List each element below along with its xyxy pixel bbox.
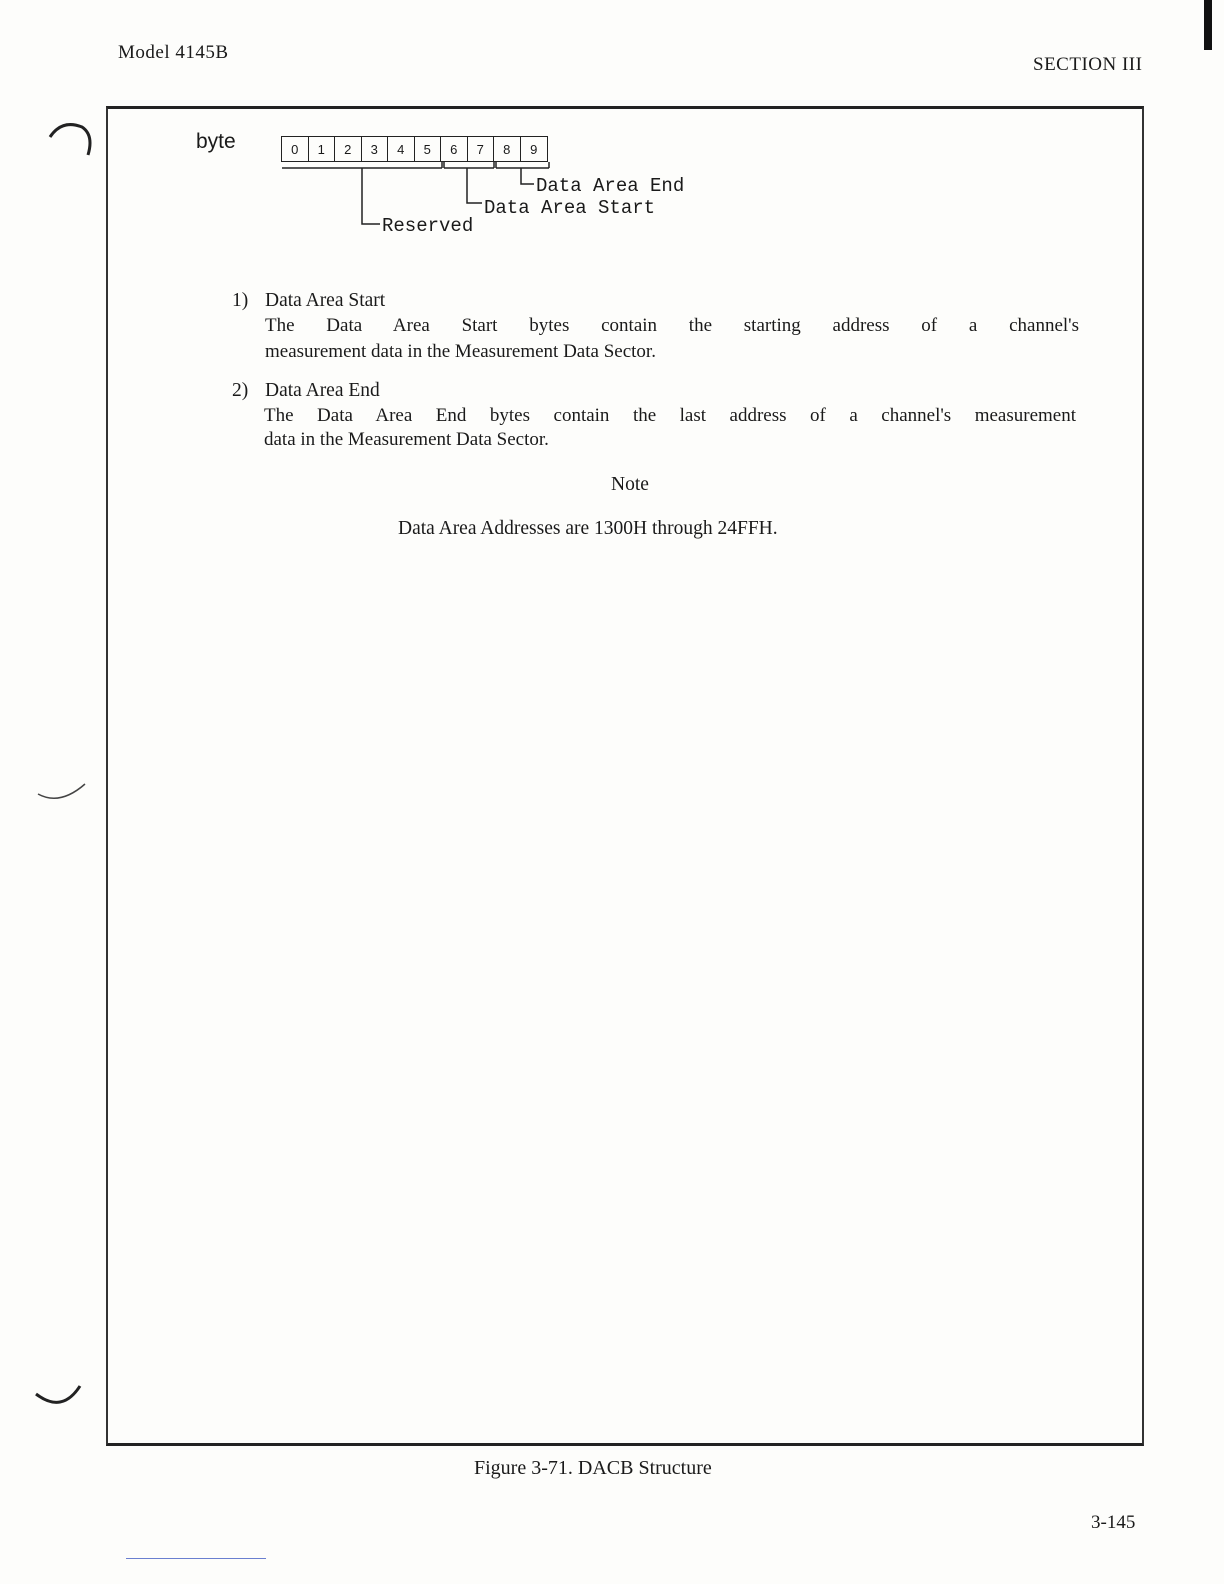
byte-cell: 7 (468, 137, 495, 161)
item-description-line: The Data Area End bytes contain the last address of a channel's measurement (264, 405, 1076, 426)
byte-cell: 1 (309, 137, 336, 161)
item-number: 1) (232, 290, 249, 311)
item-title: Data Area End (265, 380, 380, 401)
callout-data-area-end: Data Area End (536, 175, 685, 197)
note-text: Data Area Addresses are 1300H through 24FFH. (398, 518, 778, 539)
byte-cell: 2 (335, 137, 362, 161)
figure-caption: Figure 3-71. DACB Structure (474, 1457, 712, 1479)
callout-data-area-start: Data Area Start (484, 197, 656, 219)
header-section: SECTION III (1033, 54, 1143, 75)
callout-reserved: Reserved (382, 215, 474, 237)
page-number: 3-145 (1091, 1512, 1136, 1533)
byte-cell: 9 (530, 141, 538, 157)
byte-cell: 3 (362, 137, 389, 161)
figure-frame (106, 106, 1144, 1446)
item-description-line: measurement data in the Measurement Data Sector. (265, 341, 656, 362)
item-description-line: data in the Measurement Data Sector. (264, 429, 549, 450)
byte-label: byte (196, 130, 236, 153)
item-number: 2) (232, 380, 249, 401)
byte-cell: 6 (441, 137, 468, 161)
binder-hole-mark (28, 1380, 88, 1420)
byte-cell: 4 (388, 137, 415, 161)
header-model: Model 4145B (118, 42, 229, 63)
item-description-line: The Data Area Start bytes contain the starting address of a channel's (265, 315, 1079, 336)
scan-underline-mark (126, 1558, 266, 1559)
diagram-leader-lines (0, 0, 1224, 300)
byte-cell: 0 (282, 137, 309, 161)
item-title: Data Area Start (265, 290, 386, 311)
byte-cell: 5 (415, 137, 442, 161)
byte-cell: 8 (494, 137, 521, 161)
binder-hole-mark (30, 780, 90, 810)
note-title: Note (611, 474, 649, 495)
